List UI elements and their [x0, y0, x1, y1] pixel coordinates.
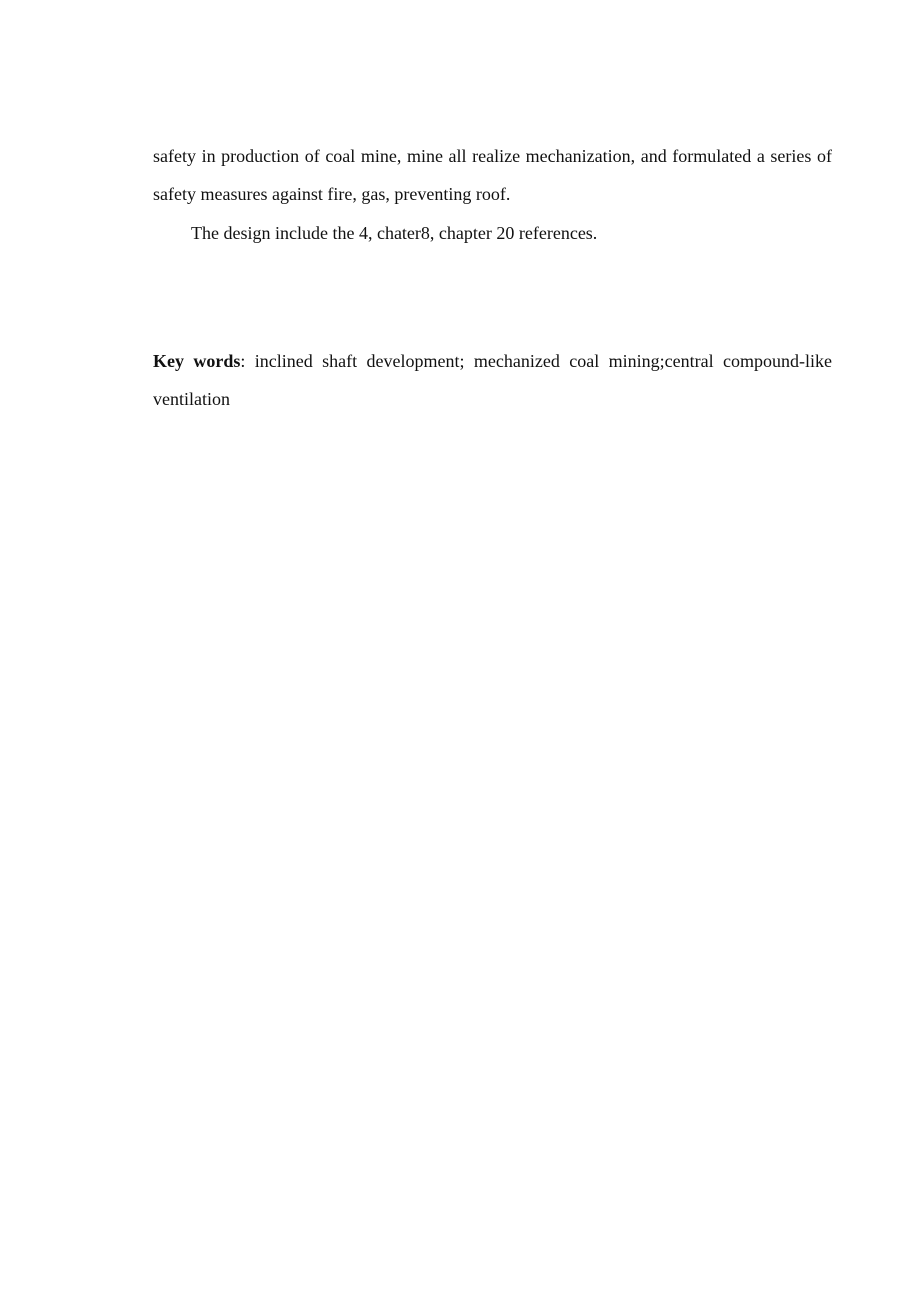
body-paragraph: safety in production of coal mine, mine all realize mechanization, and formulated a series of safety measures against fire, gas, preventing roof. — [153, 146, 832, 204]
keywords-label: Key words — [153, 351, 241, 371]
keywords-paragraph — [153, 342, 832, 418]
body-paragraph-references: The design include the 4, chater8, chapter 20 references. — [191, 223, 598, 243]
keywords-separator: : — [240, 351, 255, 371]
keywords-value: inclined shaft development; mechanized coal mining;central compound-like ventilation — [153, 351, 832, 409]
